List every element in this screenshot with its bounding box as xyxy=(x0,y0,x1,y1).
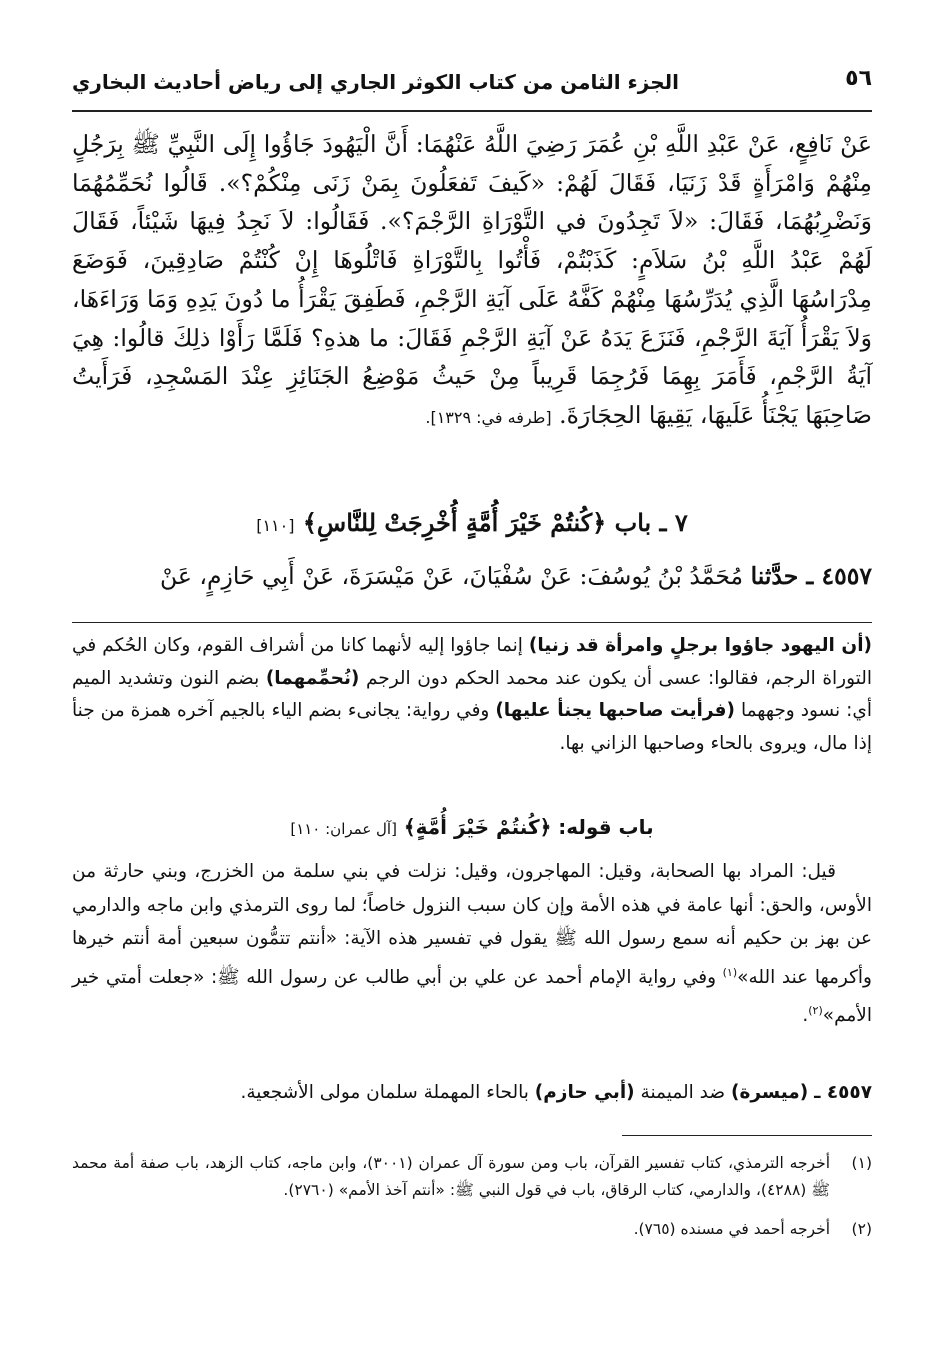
hadith-isnad xyxy=(72,558,872,594)
footnote xyxy=(72,1216,872,1243)
chapter-verse-ref: [١١٠] xyxy=(256,516,295,535)
footnote-number: (١) xyxy=(851,1154,872,1172)
note-lemma: (أبي حازم) xyxy=(534,1082,635,1103)
commentary-text: بضم النون وتشديد الميم أي: نسود وجههما xyxy=(72,667,872,721)
header-rule xyxy=(72,110,872,112)
commentary-text: . xyxy=(802,1005,809,1027)
footnote-text: أخرجه أحمد في مسنده (٧٦٥). xyxy=(633,1220,830,1238)
hadith-text: عَنْ نَافِعٍ، عَنْ عَبْدِ اللَّهِ بْنِ عُمَرَ رَضِيَ اللَّهُ عَنْهُمَا: أَنَّ الْيَهُودَ جَاؤُوا إِلَى النَّبِيِّ ﷺ بِرَجُلٍ مِنْهُمْ وَامْرَأَةٍ قَدْ زَنَيَا، فَقَالَ لَهُمْ: «كَيفَ تَفعَلُونَ بِمَنْ زَنَى مِنْكُمْ؟». قَالُوا نُحَمِّمُهُمَا وَنَضْرِبُهُمَا، فَقَالَ: «لاَ تَجِدُونَ في التَّوْرَاةِ الرَّجْمَ؟». فَقَالُوا: لاَ نَجِدُ فِيهَا شَيْئاً، فَقَالَ لَهُمْ عَبْدُ اللَّهِ بْنُ سَلاَمٍ: كَذَبْتُمْ، فَأْتُوا بِالتَّوْرَاةِ فَاتْلُوهَا إِنْ كُنْتُمْ صَادِقِينَ، فَوَضَعَ مِدْرَاسُهَا الَّذِي يُدَرِّسُهَا مِنْهُمْ كَفَّهُ عَلَى آيَةِ الرَّجْمِ، فَطَفِقَ يَقْرَأُ ما دُونَ يَدِهِ وَمَا وَرَاءَهَا، وَلاَ يَقْرَأُ آيَةَ الرَّجْمِ، فَنَزَعَ يَدَهُ عَنْ آيَةِ الرَّجْمِ فَقَالَ: ما هذهِ؟ فَلَمَّا رَأَوْا ذلِكَ قالُوا: هِيَ آيَةُ الرَّجْمِ، فَأَمَرَ بِهِمَا فَرُجِمَا قَرِيباً مِنْ حَيثُ مَوْضِعُ الجَنَائِزِ عِنْدَ المَسْجِدِ، فَرَأَيتُ صَاحِبَهَا يَجْنَأُ عَلَيهَا، يَقِيهَا الحِجَارَةَ. xyxy=(72,130,872,429)
hadith-main-text xyxy=(72,125,872,438)
commentary-chapter-verse: ﴿كُنتُمْ خَيْرَ أُمَّةٍ﴾ xyxy=(403,815,552,839)
commentary-lemma: (فرأيت صاحبها يجنأ عليها) xyxy=(495,700,735,721)
commentary-text: وفي رواية الإمام أحمد عن علي بن أبي طالب عن رسول الله ﷺ: «جعلت أمتي خير الأمم» xyxy=(72,966,872,1027)
hadith-number: ٤٥٥٧ ـ حدَّثنا xyxy=(750,562,872,590)
footnote-marker: (٢) xyxy=(808,1004,823,1018)
chapter-label: ٧ ـ باب xyxy=(614,508,688,537)
footnotes xyxy=(72,1150,872,1255)
chapter-verse: ﴿كُنتُمْ خَيْرَ أُمَّةٍ أُخْرِجَتْ لِلنَّاسِ﴾ xyxy=(302,508,607,537)
footnote-separator xyxy=(622,1135,872,1136)
commentary-text: إنما جاؤوا إليه لأنهما كانا من أشراف القوم، وكان الحُكم في التوراة الرجم، فقالوا: عسى أن يكون عند محمد الحكم دون الرجم xyxy=(72,635,872,689)
commentary-text: وفي رواية: يجانىء بضم الياء بالجيم آخره همزة من جنأ إذا مال، ويروى بالحاء وصاحبها الزاني بها. xyxy=(72,700,872,754)
hadith-cross-reference: [طرفه في: ١٣٢٩]. xyxy=(425,407,552,427)
note-number: ٤٥٥٧ ـ xyxy=(814,1082,872,1103)
chapter-heading xyxy=(72,508,872,537)
commentary-chapter-heading xyxy=(72,815,872,839)
commentary-block-2 xyxy=(72,855,872,1033)
commentary-chapter-label: باب قوله: xyxy=(558,815,654,839)
running-header xyxy=(72,66,872,106)
note-lemma: (ميسرة) xyxy=(731,1082,809,1103)
running-title: الجزء الثامن من كتاب الكوثر الجاري إلى رياض أحاديث البخاري xyxy=(72,70,679,94)
note-text: ضد الميمنة xyxy=(640,1082,726,1103)
footnote xyxy=(72,1150,872,1204)
hadith-note xyxy=(72,1082,872,1103)
hadith-isnad-text: مُحَمَّدُ بْنُ يُوسُفَ: عَنْ سُفْيَانَ، عَنْ مَيْسَرَةَ، عَنْ أَبِي حَازِمٍ، عَنْ xyxy=(160,562,744,590)
note-text: بالحاء المهملة سلمان مولى الأشجعية. xyxy=(240,1082,529,1103)
commentary-block xyxy=(72,630,872,760)
commentary-lemma: (أن اليهود جاؤوا برجلٍ وامرأة قد زنيا) xyxy=(528,635,872,656)
page-number: ٥٦ xyxy=(845,66,872,91)
footnote-marker: (١) xyxy=(722,965,738,979)
footnote-text: أخرجه الترمذي، كتاب تفسير القرآن، باب ومن سورة آل عمران (٣٠٠١)، وابن ماجه، كتاب الزهد، باب صفة أمة محمد ﷺ (٤٢٨٨)، والدارمي، كتاب الرقاق، باب في قول النبي ﷺ: «أنتم آخذ الأمم» (٢٧٦٠). xyxy=(72,1154,830,1199)
footnote-number: (٢) xyxy=(851,1220,872,1238)
commentary-text: قيل: المراد بها الصحابة، وقيل: المهاجرون، وقيل: نزلت في بني سلمة من الخزرج، وبني حارثة من الأوس، والحق: أنها عامة في هذه الأمة وإن كان سبب النزول خاصاً؛ لما روى الترمذي وابن ماجه والدارمي عن بهز بن حكيم أنه سمع رسول الله ﷺ يقول في تفسير هذه الآية: «أنتم تتمُّون سبعين أمة أنتم خيرها وأكرمها عند الله» xyxy=(72,861,872,988)
commentary-lemma: (نُحمِّمهما) xyxy=(265,667,360,689)
commentary-separator xyxy=(72,622,872,623)
commentary-chapter-verse-ref: [آل عمران: ١١٠] xyxy=(290,820,397,838)
